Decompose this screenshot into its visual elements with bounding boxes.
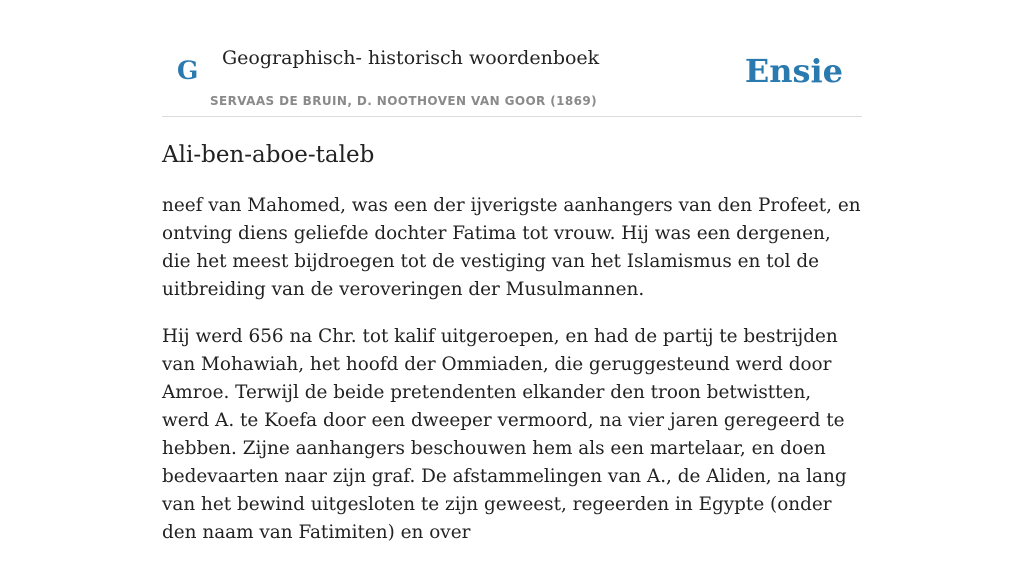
book-letter-badge[interactable]: G xyxy=(177,56,199,85)
entry-body xyxy=(162,192,862,566)
book-author: SERVAAS DE BRUIN, D. NOOTHOVEN VAN GOOR (1869) xyxy=(210,94,598,108)
book-header xyxy=(162,0,862,117)
entry-paragraph: Hij werd 656 na Chr. tot kalif uitgeroepen, en had de partij te bestrijden van Mohawiah, het hoofd der Ommiaden, die geruggesteund werd door Amroe. Terwijl de beide pretendenten elkander den troon betwistten, werd A. te Koefa door een dweeper vermoord, na vier jaren geregeerd te hebben. Zijne aanhangers beschouwen hem als een martelaar, en doen bedevaarten naar zijn graf. De afstammelingen van A., de Aliden, na lang van het bewind uitgesloten te zijn geweest, regeerden in Egypte (onder den naam van Fatimiten) en over xyxy=(162,326,847,543)
book-title-link[interactable]: Geographisch- historisch woordenboek xyxy=(222,47,600,69)
ensie-logo[interactable]: Ensie xyxy=(744,52,843,90)
entry-paragraph: neef van Mahomed, was een der ijverigste aanhangers van den Profeet, en ontving diens geliefde dochter Fatima tot vrouw. Hij was een dergenen, die het meest bijdroegen tot de vestiging van het Islamismus en tol de uitbreiding van de veroveringen der Musulmannen. xyxy=(162,195,861,300)
page xyxy=(162,0,862,543)
entry-title: Ali-ben-aboe-taleb xyxy=(162,142,375,168)
